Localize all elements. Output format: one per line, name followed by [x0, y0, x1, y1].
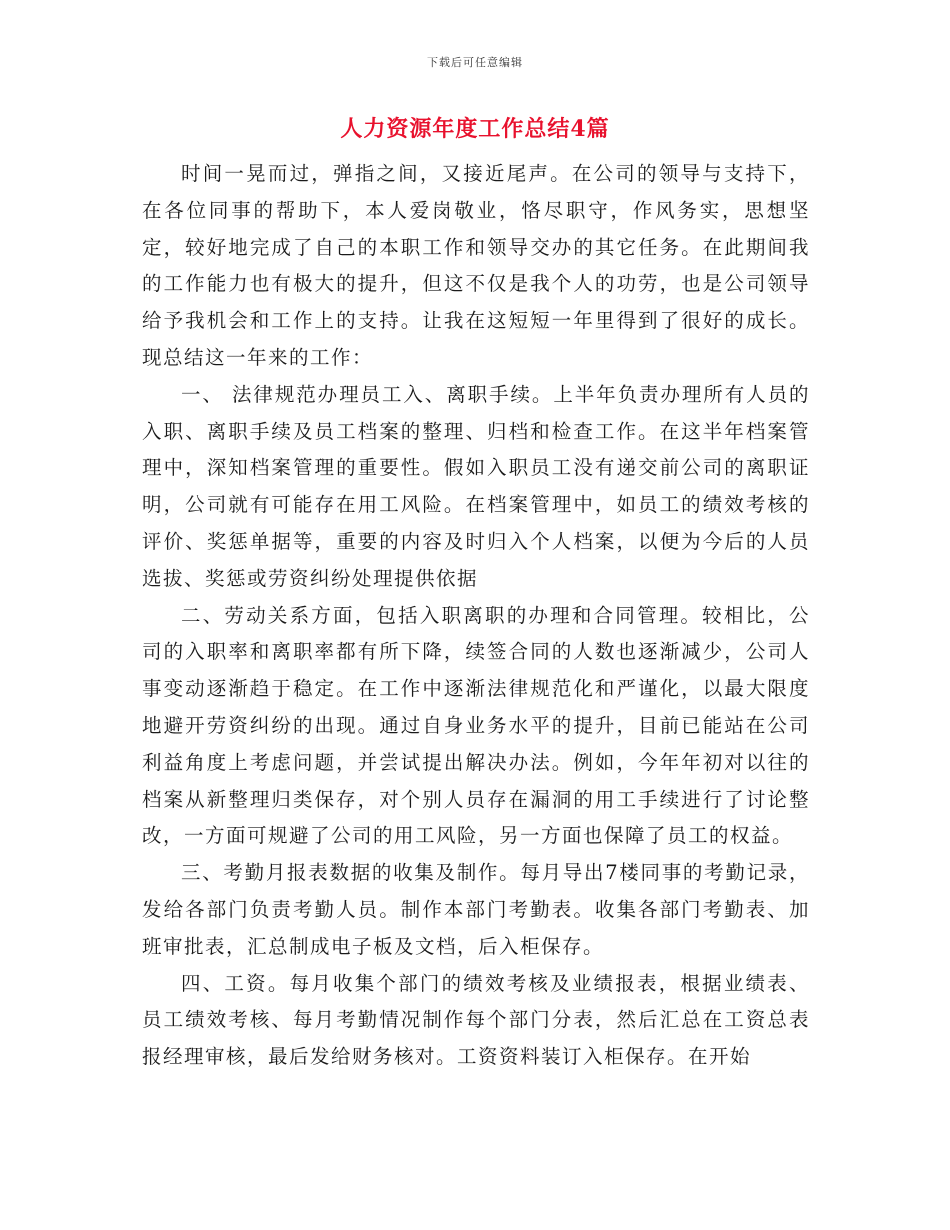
document-body	[142, 156, 810, 1076]
paragraph-section-1: 一、 法律规范办理员工入、离职手续。上半年负责办理所有人员的入职、离职手续及员工档案的整理、归档和检查工作。在这半年档案管理中，深知档案管理的重要性。假如入职员工没有递交前公司的离职证明，公司就有可能存在用工风险。在档案管理中，如员工的绩效考核的评价、奖惩单据等，重要的内容及时归入个人档案，以便为今后的人员选拔、奖惩或劳资纠纷处理提供依据	[142, 382, 810, 590]
paragraph-section-4: 四、工资。每月收集个部门的绩效考核及业绩报表，根据业绩表、员工绩效考核、每月考勤情况制作每个部门分表，然后汇总在工资总表报经理审核，最后发给财务核对。工资资料装订入柜保存。在开始	[142, 971, 810, 1069]
paragraph-section-3: 三、考勤月报表数据的收集及制作。每月导出7楼同事的考勤记录，发给各部门负责考勤人员。制作本部门考勤表。收集各部门考勤表、加班审批表，汇总制成电子板及文档，后入柜保存。	[142, 861, 810, 958]
document-title: 人力资源年度工作总结4篇	[340, 116, 610, 142]
paragraph-section-2: 二、劳动关系方面，包括入职离职的办理和合同管理。较相比，公司的入职率和离职率都有所下降，续签合同的人数也逐渐减少，公司人事变动逐渐趋于稳定。在工作中逐渐法律规范化和严谨化，以最大限度地避开劳资纠纷的出现。通过自身业务水平的提升，目前已能站在公司利益角度上考虑问题，并尝试提出解决办法。例如，今年年初对以往的档案从新整理归类保存，对个别人员存在漏洞的用工手续进行了讨论整改，一方面可规避了公司的用工风险，另一方面也保障了员工的权益。	[142, 603, 810, 848]
paragraph-intro: 时间一晃而过，弹指之间，又接近尾声。在公司的领导与支持下，在各位同事的帮助下，本人爱岗敬业，恪尽职守，作风务实，思想坚定，较好地完成了自己的本职工作和领导交办的其它任务。在此期间我的工作能力也有极大的提升，但这不仅是我个人的功劳，也是公司领导给予我机会和工作上的支持。让我在这短短一年里得到了很好的成长。现总结这一年来的工作：	[142, 162, 810, 369]
header-note: 下载后可任意编辑	[427, 56, 523, 69]
